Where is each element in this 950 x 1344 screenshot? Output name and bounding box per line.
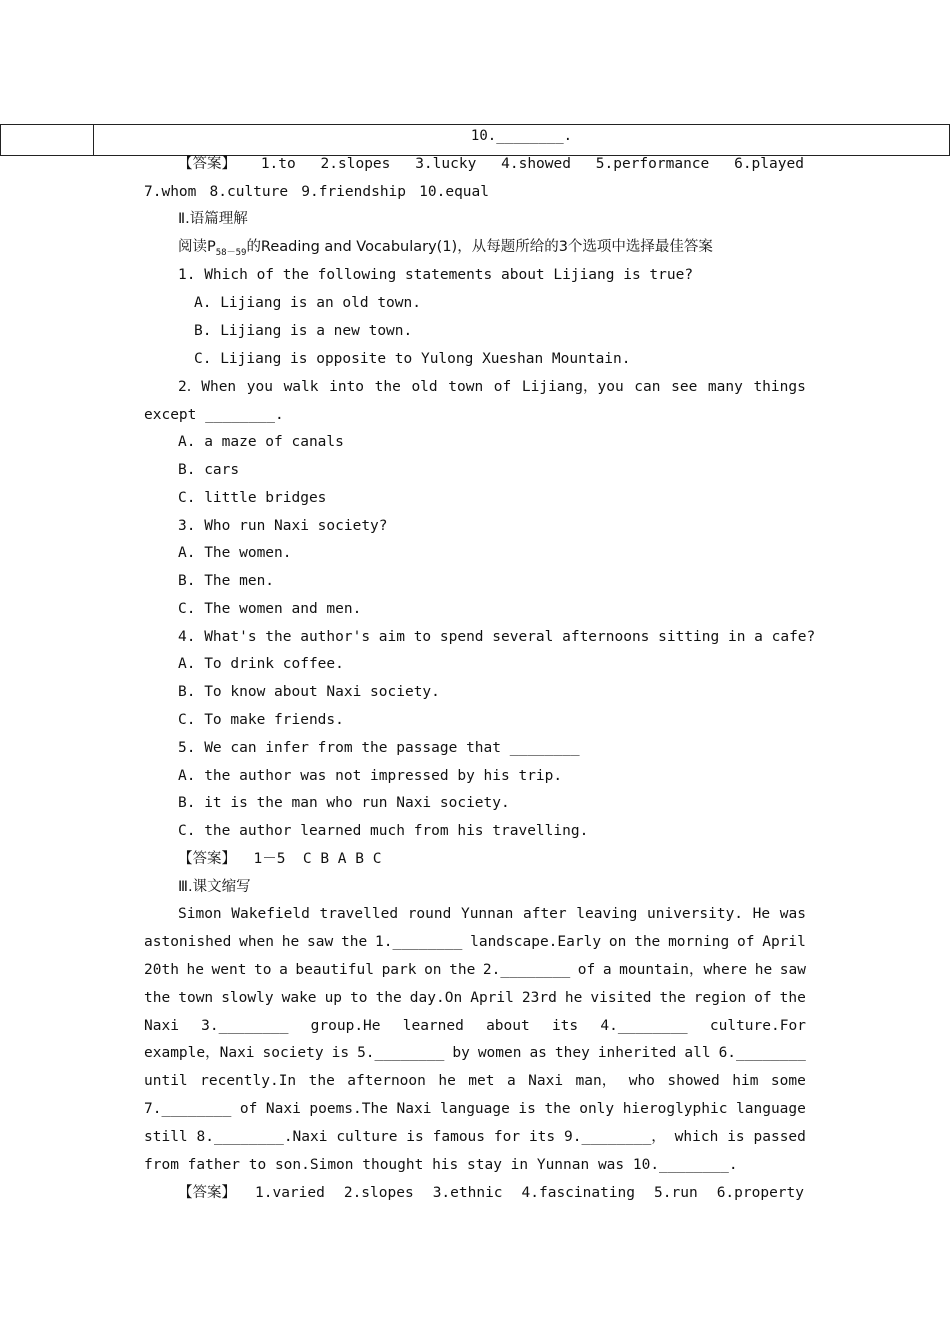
answer-item: 3.ethnic (432, 1185, 503, 1201)
answer-item: 【答案】 (178, 1185, 236, 1201)
option-1c: C. Lijiang is opposite to Yulong Xueshan Mountain. (194, 351, 631, 367)
answer-item: 5.performance (595, 156, 710, 172)
question-3: 3. Who run Naxi society? (178, 518, 388, 534)
section2-instruction (178, 237, 840, 263)
word: he (438, 1073, 456, 1089)
summary-line (178, 904, 806, 924)
word: the (779, 990, 806, 1006)
word: of (736, 934, 755, 950)
word: 2.________ (482, 962, 571, 978)
word: the (375, 990, 402, 1006)
word: to (350, 990, 368, 1006)
summary-line (144, 1099, 806, 1119)
word: town (448, 379, 484, 395)
answer-item: 1.varied (255, 1185, 325, 1201)
word: he (281, 934, 300, 950)
word: culture (336, 1129, 398, 1145)
word: learned (402, 1018, 464, 1034)
word: 23rd (521, 990, 557, 1006)
word: recently.In (200, 1073, 297, 1089)
word: park (381, 962, 417, 978)
word: for (493, 1129, 521, 1145)
word: Yunnan (460, 906, 514, 922)
word: landscape.Early (470, 934, 602, 950)
word: he (564, 990, 583, 1006)
word: on (424, 962, 442, 978)
word: went (211, 962, 247, 978)
word: met (468, 1073, 495, 1089)
summary-line (144, 960, 806, 980)
word: the (308, 1073, 335, 1089)
word: is (331, 1045, 350, 1061)
word: astonished (144, 934, 232, 950)
word: into (329, 379, 365, 395)
option-2b: B. cars (178, 462, 240, 478)
table-cell-left (1, 125, 94, 155)
word: on (608, 934, 627, 950)
word: who (628, 1073, 655, 1089)
section2-title: Ⅱ.语篇理解 (178, 211, 248, 227)
option-4c: C. To make friends. (178, 712, 344, 728)
table-fragment (0, 124, 950, 156)
word: saw (307, 934, 334, 950)
word: Wakefield (231, 906, 310, 922)
option-4b: B. To know about Naxi society. (178, 684, 440, 700)
word: you (246, 379, 273, 395)
word: was (779, 906, 806, 922)
question-2-line2: except ________. (144, 407, 284, 423)
word: they (554, 1045, 590, 1061)
word: 3.________ (201, 1018, 289, 1034)
word: example，Naxi (144, 1045, 255, 1061)
answer-item: 【答案】 (178, 156, 236, 172)
option-3b: B. The men. (178, 573, 275, 589)
word: April (470, 990, 514, 1006)
word: the (144, 990, 171, 1006)
word: round (407, 906, 452, 922)
word: 9.________， (564, 1129, 666, 1145)
word: of (239, 1101, 258, 1117)
answer-item: 9.friendship (301, 184, 407, 200)
word: Naxi (528, 1073, 564, 1089)
word: wake (281, 990, 317, 1006)
word: the (374, 379, 401, 395)
option-2a: A. a maze of canals (178, 434, 344, 450)
word: the (634, 934, 661, 950)
question-5: 5. We can infer from the passage that ________ (178, 740, 580, 756)
word: when (239, 934, 275, 950)
word: by (452, 1045, 470, 1061)
word: hieroglyphic (622, 1101, 728, 1117)
word: leaving (576, 906, 638, 922)
word: only (579, 1101, 615, 1117)
answer-item: 3.lucky (415, 156, 477, 172)
word: poems.The (309, 1101, 388, 1117)
word: culture.For (709, 1018, 806, 1034)
word: some (770, 1073, 806, 1089)
word: Naxi (396, 1101, 432, 1117)
word: town (178, 990, 214, 1006)
section3-title: Ⅲ.课文缩写 (178, 879, 251, 895)
word: Lijiang，you (521, 379, 624, 395)
word: April (762, 934, 806, 950)
word: Naxi (144, 1018, 179, 1034)
word: until (144, 1073, 188, 1089)
word: which (674, 1129, 719, 1145)
option-3c: C. The women and men. (178, 601, 362, 617)
word: see (671, 379, 698, 395)
word: 1.________ (375, 934, 463, 950)
word: travelled (319, 906, 399, 922)
answer-item: 4.showed (501, 156, 571, 172)
word: 7.________ (144, 1101, 232, 1117)
word: is (406, 1129, 424, 1145)
word: to (254, 962, 272, 978)
summary-line: from father to son.Simon thought his stay in Yunnan was 10.________. (144, 1157, 738, 1173)
word: 5.________ (357, 1045, 445, 1061)
word: inherited (597, 1045, 677, 1061)
answer-item: 4.fascinating (521, 1185, 636, 1201)
word: 6.________ (718, 1045, 806, 1061)
word: Naxi (265, 1101, 301, 1117)
word: He (752, 906, 771, 922)
word: of (493, 379, 512, 395)
word: university. (647, 906, 744, 922)
word: walk (283, 379, 319, 395)
answer-line-1 (178, 154, 804, 174)
word: women (477, 1045, 522, 1061)
instr-sub: 58－59 (215, 247, 247, 258)
word: beautiful (295, 962, 374, 978)
answer-item: 6.played (734, 156, 804, 172)
answer-item: 8.culture (209, 184, 289, 200)
table-cell-right: 10.________. (470, 128, 573, 144)
word: language (440, 1101, 510, 1117)
word: about (486, 1018, 530, 1034)
word: he (754, 962, 773, 978)
question-4: 4. What's the author's aim to spend several afternoons sitting in a cafe? (178, 629, 816, 645)
answer-item: 2.slopes (320, 156, 391, 172)
word: the (659, 990, 686, 1006)
option-5b: B. it is the man who run Naxi society. (178, 795, 510, 811)
option-2c: C. little bridges (178, 490, 327, 506)
word: man， (575, 1073, 617, 1089)
instr-part-b: 的Reading and Vocabulary(1)，从每题所给的3个选项中选择最佳答案 (246, 239, 713, 255)
answer-key-2: 【答案】 1－5 C B A B C (178, 851, 382, 867)
word: him (732, 1073, 759, 1089)
option-1b: B. Lijiang is a new town. (194, 323, 413, 339)
word: old (411, 379, 438, 395)
word: saw (779, 962, 806, 978)
option-4a: A. To drink coffee. (178, 656, 344, 672)
word: still (144, 1129, 188, 1145)
option-5c: C. the author learned much from his travelling. (178, 823, 589, 839)
word: of (577, 962, 596, 978)
word: 2．When (178, 379, 237, 395)
word: group.He (310, 1018, 381, 1034)
word: things (753, 379, 806, 395)
word: language (736, 1101, 806, 1117)
word: as (529, 1045, 547, 1061)
word: its (528, 1129, 556, 1145)
summary-line (144, 1016, 806, 1036)
summary-line (144, 1127, 806, 1147)
question-1: 1. Which of the following statements about Lijiang is true? (178, 267, 694, 283)
option-5a: A. the author was not impressed by his trip. (178, 768, 563, 784)
instr-part-a: 阅读P (178, 239, 216, 255)
summary-line (144, 1043, 806, 1063)
word: can (634, 379, 661, 395)
option-3a: A. The women. (178, 545, 292, 561)
word: a (506, 1073, 516, 1089)
word: after (522, 906, 567, 922)
answer-item: 2.slopes (343, 1185, 414, 1201)
word: famous (432, 1129, 486, 1145)
answer-item: 5.run (654, 1185, 698, 1201)
word: slowly (221, 990, 274, 1006)
word: of (754, 990, 772, 1006)
answer-item: 10.equal (419, 184, 489, 200)
summary-line (144, 988, 806, 1008)
answer-key-3 (178, 1183, 804, 1203)
word: mountain，where (619, 962, 748, 978)
word: 8.________.Naxi (196, 1129, 328, 1145)
word: is (518, 1101, 536, 1117)
word: afternoon (347, 1073, 426, 1089)
summary-line (144, 1071, 806, 1091)
word: passed (753, 1129, 806, 1145)
summary-line (144, 932, 806, 952)
option-1a: A. Lijiang is an old town. (194, 295, 421, 311)
word: the (449, 962, 476, 978)
answer-item: 7.whom (144, 184, 197, 200)
word: day.On (409, 990, 463, 1006)
word: society (262, 1045, 324, 1061)
answer-item: 1.to (260, 156, 296, 172)
word: a (279, 962, 288, 978)
word: its (551, 1018, 579, 1034)
word: a (602, 962, 612, 978)
word: is (727, 1129, 745, 1145)
word: 20th (144, 962, 179, 978)
word: up (324, 990, 343, 1006)
word: the (544, 1101, 571, 1117)
word: showed (667, 1073, 720, 1089)
word: many (707, 379, 743, 395)
word: morning (668, 934, 730, 950)
word: 4.________ (600, 1018, 688, 1034)
word: Simon (178, 906, 222, 922)
question-2-line1 (178, 377, 806, 397)
word: visited (590, 990, 652, 1006)
word: region (693, 990, 747, 1006)
word: the (341, 934, 368, 950)
word: all (684, 1045, 711, 1061)
answer-item: 6.property (716, 1185, 804, 1201)
word: he (186, 962, 204, 978)
answer-line-2 (144, 182, 489, 202)
